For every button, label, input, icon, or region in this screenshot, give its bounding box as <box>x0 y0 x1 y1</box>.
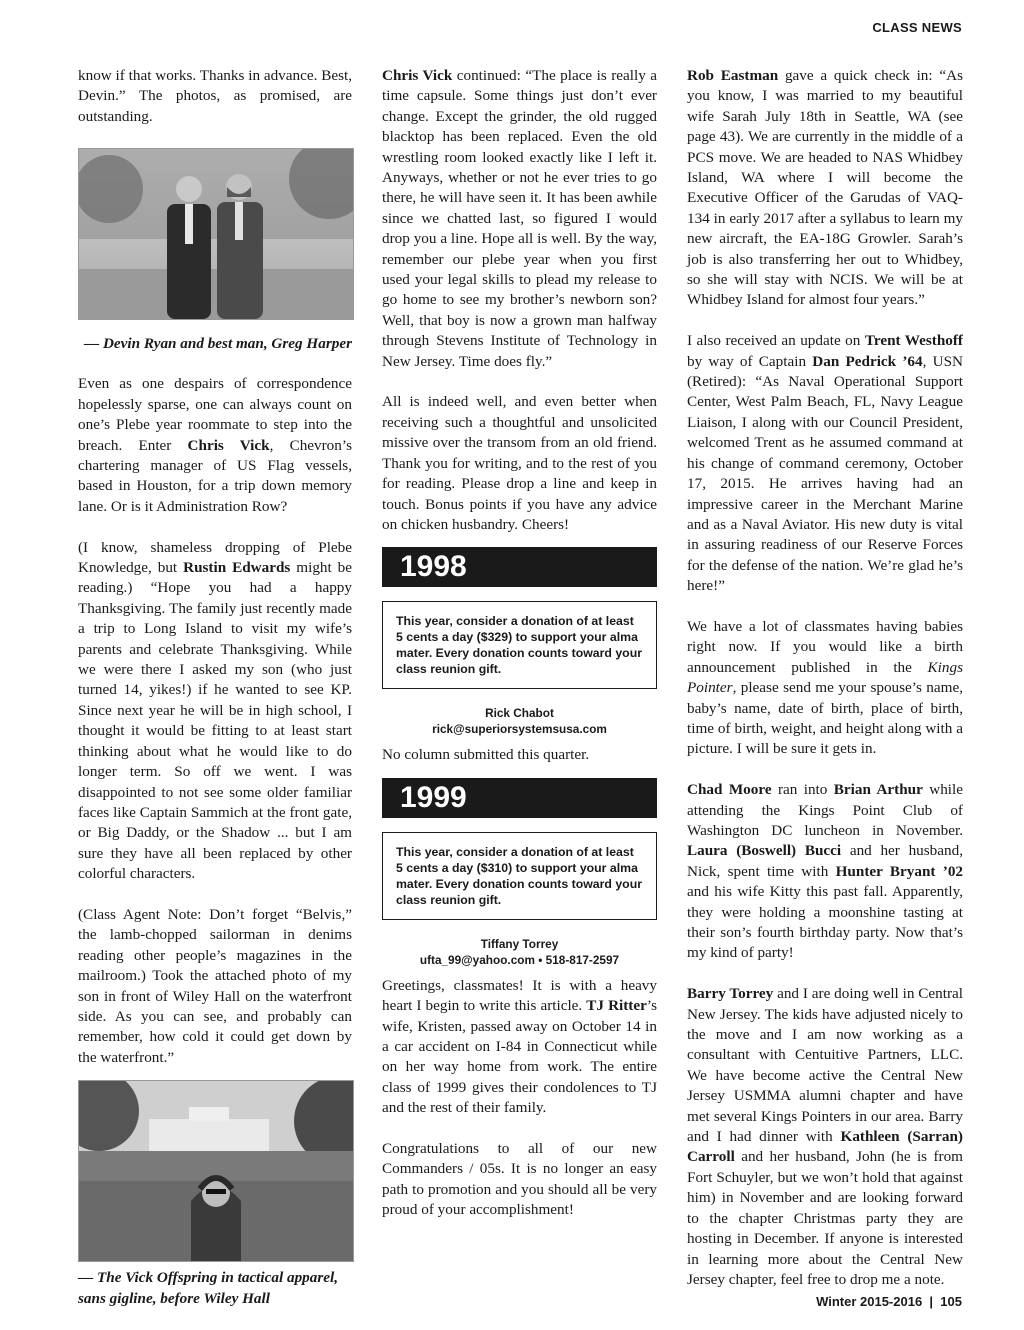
photo-vick-offspring <box>78 1080 354 1262</box>
section-label: CLASS NEWS <box>872 20 962 35</box>
paragraph: We have a lot of classmates having babies right now. If you would like a birth announcement published in the Kings Pointer, please send me your spouse’s name, baby’s name, date of birth, place of birth, time of birth, weight, and height along with a picture. I will be sure it gets in. <box>687 617 963 758</box>
paragraph: Barry Torrey and I are doing well in Central New Jersey. The kids have adjusted nicely to the move and I am now working as a consultant with Centuitive Partners, LLC. We have become active the Central New Jersey USMMA alumni chapter and have met several Kings Pointers in our area. Barry and I had dinner with Kathleen (Sarran) Carroll and her husband, John (he is from Fort Schuyler, but we won’t hold that against him) in November and are looking forward to the chapter Christmas party they are hosting in December. If anyone is interested in learning more about the Central New Jersey chapter, feel free to drop me a note. <box>687 985 963 1288</box>
photo-wedding-image <box>79 149 353 319</box>
column-3 <box>687 66 963 1311</box>
class-agent-email: rick@superiorsystemsusa.com <box>432 722 607 737</box>
classmate-name: Chad Moore <box>687 781 772 799</box>
page-number: 105 <box>940 1294 962 1309</box>
column-1 <box>78 66 352 1329</box>
class-agent-name: Rick Chabot <box>485 706 554 721</box>
classmate-name: Dan Pedrick ’64 <box>812 352 923 370</box>
photo-wiley-hall-image <box>79 1081 353 1261</box>
classmate-name: Laura (Boswell) Bucci <box>687 842 842 860</box>
classmate-name: Trent Westhoff <box>864 332 963 350</box>
paragraph: know if that works. Thanks in advance. Best, Devin.” The photos, as promised, are outstanding. <box>78 67 352 125</box>
class-year-1999-header: 1999 <box>382 778 657 818</box>
paragraph: Even as one despairs of correspondence hopelessly sparse, one can always count on one’s Plebe year roommate to step into the breach. Enter Chris Vick, Chevron’s chartering manager of US Flag vessels, based in Houston, for a trip down memory lane. Or is it Administration Row? <box>78 375 353 515</box>
footer-separator: | <box>929 1294 934 1309</box>
photo-caption: — The Vick Offspring in tactical apparel, sans gigline, before Wiley Hall <box>78 1269 339 1307</box>
photo-caption: — Devin Ryan and best man, Greg Harper <box>83 334 352 352</box>
classmate-name: Brian Arthur <box>833 781 923 799</box>
paragraph: Rob Eastman gave a quick check in: “As you know, I was married to my beautiful wife Sarah July 18th in Seattle, WA (see page 43). We are currently in the middle of a PCS move. We are headed to NAS Whidbey Island, WA where I will become the Executive Officer of the Garudas of VAQ-134 in early 2017 after a syllabus to learn my new aircraft, the EA-18G Growler. Sarah’s job is also transferring her out to Whidbey, so she will stay with NCIS. We will be at Whidbey Island for almost four years.” <box>687 67 963 309</box>
classmate-name: Chris Vick <box>382 67 453 84</box>
classmate-name: Hunter Bryant ’02 <box>835 862 964 880</box>
donation-box-1998: This year, consider a donation of at least 5 cents a day ($329) to support your alma mater. Every donation counts toward your class reunion gift. <box>382 601 657 689</box>
paragraph: Chris Vick continued: “The place is really a time capsule. Some things just don’t ever change. Except the grinder, the old rugged blacktop has been replaced. Even the old wrestling room looked exactly like I left it. Anyways, whether or not he ever tries to go there, he will have seen it. It has been awhile since we chatted last, so figured I would drop you a line. Hope all is well. By the way, remember our plebe year when you first used your legal skills to plead my release to go home to see my brother’s newborn son? Well, that boy is now a grown man halfway through Stevens Institute of Technology in New Jersey. Time does fly.” <box>382 67 657 370</box>
class-agent-contact-1999 <box>382 936 657 968</box>
paragraph: Greetings, classmates! It is with a heavy heart I begin to write this article. TJ Ritter’s wife, Kristen, passed away on October 14 in a car accident on I-84 in Connecticut while on her way home from work. The entire class of 1999 gives their condolences to TJ and the rest of their family. <box>382 976 657 1117</box>
paragraph: Chad Moore ran into Brian Arthur while attending the Kings Point Club of Washington DC luncheon in November. Laura (Boswell) Bucci and her husband, Nick, spent time with Hunter Bryant ’02 and his wife Kitty this past fall. Apparently, they were holding a moonshine tasting at their son’s fourth birthday party. Now that’s my kind of party! <box>687 781 964 962</box>
issue-label: Winter 2015-2016 <box>816 1294 923 1309</box>
classmate-name: Rob Eastman <box>687 67 779 84</box>
classmate-name: Rustin Edwards <box>183 559 291 577</box>
donation-box-1999: This year, consider a donation of at least 5 cents a day ($310) to support your alma mater. Every donation counts toward your class reunion gift. <box>382 832 657 920</box>
paragraph: Congratulations to all of our new Commanders / 05s. It is no longer an easy path to promotion and you should all be very proud of your accomplishment! <box>382 1139 657 1219</box>
paragraph: I also received an update on Trent Westhoff by way of Captain Dan Pedrick ’64, USN (Retired): “As Naval Operational Support Center, West Palm Beach, FL, Navy League Liaison, I along with our Council President, welcomed Trent as he assumed command at his change of command ceremony, October 17, 2015. He arrives having had an impressive career in the Merchant Marine and as a Naval Aviator. His new duty is vital in assuring readiness of our Reserve Forces for the defense of the nation. We’re glad he’s here!” <box>687 332 963 595</box>
photo-devin-ryan-greg-harper <box>78 148 354 320</box>
class-agent-contact-info: ufta_99@yahoo.com • 518-817-2597 <box>419 952 620 967</box>
paragraph: No column submitted this quarter. <box>382 746 590 764</box>
class-agent-contact-1998 <box>382 705 657 737</box>
paragraph: (I know, shameless dropping of Plebe Knowledge, but Rustin Edwards might be reading.) “Hope you had a happy Thanksgiving. The family just recently made a trip to Long Island to visit my wife’s parents and celebrate Thanksgiving. While we were there I asked my son (who just turned 14, yikes!) if he wanted to see KP. Since next year he will be in high school, I thought it would be fitting to at least start thinking about what he would like to do longer term. So off we went. I was disappointed to not see some older familiar faces like Captain Sammich at the front gate, or Big Daddy, or the Shadow ... but I am sure they have all been replaced by other colorful characters. <box>78 538 352 883</box>
class-year-1998-header: 1998 <box>382 547 657 587</box>
column-2 <box>382 66 657 1241</box>
paragraph: All is indeed well, and even better when receiving such a thoughtful and unsolicited missive over the transom from an old friend. Thank you for writing, and to the rest of you for reading. Please drop a line and keep in touch. Bonus points if you have any advice on chicken husbandry. Cheers! <box>382 393 657 533</box>
classmate-name: Barry Torrey <box>687 985 774 1003</box>
paragraph: (Class Agent Note: Don’t forget “Belvis,” the lamb-chopped sailorman in denims reading other people’s magazines in the mailroom.) Took the attached photo of my son in front of Wiley Hall on the waterfront side. As you can see, and probably can remember, how cold it could get down by the waterfront.” <box>78 905 352 1066</box>
magazine-title: Kings Pointer <box>687 658 963 697</box>
class-agent-name: Tiffany Torrey <box>480 936 559 951</box>
page-footer <box>816 1294 962 1309</box>
classmate-name: Kathleen (Sarran) Carroll <box>687 1128 963 1166</box>
classmate-name: Chris Vick <box>187 436 270 454</box>
classmate-name: TJ Ritter <box>586 997 647 1015</box>
